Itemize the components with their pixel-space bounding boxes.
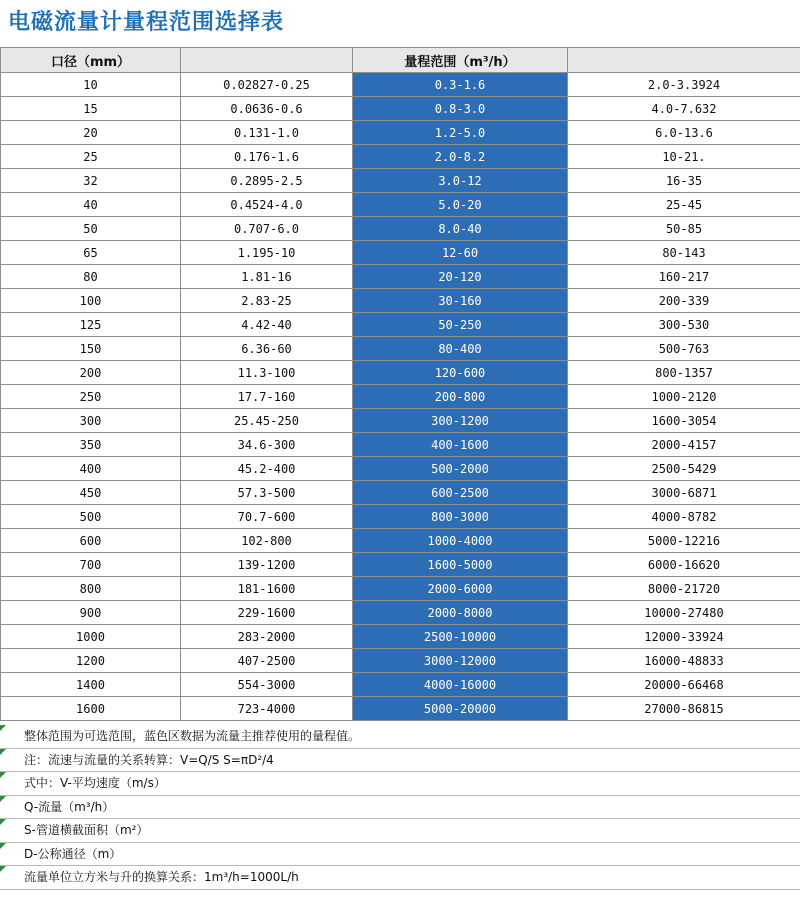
diameter-cell: 800 — [1, 577, 181, 601]
table-row — [1, 457, 800, 481]
table-row — [1, 697, 800, 721]
full-range-cell: 407-2500 — [181, 649, 353, 673]
full-range-cell: 0.4524-4.0 — [181, 193, 353, 217]
diameter-cell: 32 — [1, 169, 181, 193]
max-range-cell: 160-217 — [568, 265, 800, 289]
note-line — [0, 796, 800, 820]
header-blank-1 — [181, 48, 353, 73]
recommended-range-cell: 12-60 — [353, 241, 568, 265]
recommended-range-cell: 1.2-5.0 — [353, 121, 568, 145]
diameter-cell: 15 — [1, 97, 181, 121]
diameter-cell: 80 — [1, 265, 181, 289]
recommended-range-cell: 1600-5000 — [353, 553, 568, 577]
cell-marker-icon — [0, 772, 6, 778]
table-row — [1, 481, 800, 505]
max-range-cell: 3000-6871 — [568, 481, 800, 505]
table-row — [1, 361, 800, 385]
diameter-cell: 125 — [1, 313, 181, 337]
diameter-cell: 25 — [1, 145, 181, 169]
recommended-range-cell: 600-2500 — [353, 481, 568, 505]
table-row — [1, 265, 800, 289]
diameter-cell: 20 — [1, 121, 181, 145]
header-blank-2 — [568, 48, 800, 73]
diameter-cell: 1600 — [1, 697, 181, 721]
table-row — [1, 121, 800, 145]
table-row — [1, 385, 800, 409]
max-range-cell: 1600-3054 — [568, 409, 800, 433]
max-range-cell: 500-763 — [568, 337, 800, 361]
title-bar — [0, 0, 800, 43]
full-range-cell: 1.81-16 — [181, 265, 353, 289]
full-range-cell: 0.0636-0.6 — [181, 97, 353, 121]
cell-marker-icon — [0, 796, 6, 802]
max-range-cell: 8000-21720 — [568, 577, 800, 601]
diameter-cell: 200 — [1, 361, 181, 385]
notes-section — [0, 725, 800, 890]
full-range-cell: 554-3000 — [181, 673, 353, 697]
max-range-cell: 6000-16620 — [568, 553, 800, 577]
cell-marker-icon — [0, 749, 6, 755]
max-range-cell: 1000-2120 — [568, 385, 800, 409]
diameter-cell: 50 — [1, 217, 181, 241]
table-row — [1, 313, 800, 337]
full-range-cell: 11.3-100 — [181, 361, 353, 385]
recommended-range-cell: 300-1200 — [353, 409, 568, 433]
note-text: 整体范围为可选范围，蓝色区数据为流量主推荐使用的量程值。 — [24, 729, 361, 743]
table-row — [1, 241, 800, 265]
table-row — [1, 529, 800, 553]
recommended-range-cell: 0.3-1.6 — [353, 73, 568, 97]
note-text: Q-流量（m³/h） — [24, 799, 115, 814]
header-diameter: 口径（mm） — [1, 48, 181, 73]
max-range-cell: 6.0-13.6 — [568, 121, 800, 145]
diameter-cell: 100 — [1, 289, 181, 313]
note-line — [0, 819, 800, 843]
note-line — [0, 772, 800, 796]
diameter-cell: 10 — [1, 73, 181, 97]
max-range-cell: 10-21. — [568, 145, 800, 169]
max-range-cell: 16000-48833 — [568, 649, 800, 673]
table-row — [1, 409, 800, 433]
max-range-cell: 10000-27480 — [568, 601, 800, 625]
diameter-cell: 250 — [1, 385, 181, 409]
table-row — [1, 169, 800, 193]
full-range-cell: 2.83-25 — [181, 289, 353, 313]
note-text: 注：流速与流量的关系转算：V=Q/S S=πD²/4 — [24, 752, 274, 767]
full-range-cell: 0.176-1.6 — [181, 145, 353, 169]
full-range-cell: 45.2-400 — [181, 457, 353, 481]
recommended-range-cell: 400-1600 — [353, 433, 568, 457]
max-range-cell: 2500-5429 — [568, 457, 800, 481]
table-row — [1, 193, 800, 217]
recommended-range-cell: 0.8-3.0 — [353, 97, 568, 121]
recommended-range-cell: 2000-6000 — [353, 577, 568, 601]
recommended-range-cell: 80-400 — [353, 337, 568, 361]
full-range-cell: 57.3-500 — [181, 481, 353, 505]
max-range-cell: 4.0-7.632 — [568, 97, 800, 121]
max-range-cell: 27000-86815 — [568, 697, 800, 721]
table-header-row — [1, 48, 800, 73]
diameter-cell: 500 — [1, 505, 181, 529]
table-row — [1, 145, 800, 169]
max-range-cell: 4000-8782 — [568, 505, 800, 529]
recommended-range-cell: 500-2000 — [353, 457, 568, 481]
full-range-cell: 139-1200 — [181, 553, 353, 577]
note-line — [0, 843, 800, 867]
diameter-cell: 350 — [1, 433, 181, 457]
full-range-cell: 17.7-160 — [181, 385, 353, 409]
note-line — [0, 866, 800, 890]
recommended-range-cell: 8.0-40 — [353, 217, 568, 241]
max-range-cell: 800-1357 — [568, 361, 800, 385]
note-line — [0, 725, 800, 749]
diameter-cell: 600 — [1, 529, 181, 553]
recommended-range-cell: 2500-10000 — [353, 625, 568, 649]
cell-marker-icon — [0, 819, 6, 825]
table-row — [1, 433, 800, 457]
full-range-cell: 229-1600 — [181, 601, 353, 625]
max-range-cell: 5000-12216 — [568, 529, 800, 553]
cell-marker-icon — [0, 725, 6, 731]
table-row — [1, 577, 800, 601]
full-range-cell: 102-800 — [181, 529, 353, 553]
table-row — [1, 217, 800, 241]
recommended-range-cell: 30-160 — [353, 289, 568, 313]
full-range-cell: 0.02827-0.25 — [181, 73, 353, 97]
max-range-cell: 50-85 — [568, 217, 800, 241]
full-range-cell: 723-4000 — [181, 697, 353, 721]
full-range-cell: 25.45-250 — [181, 409, 353, 433]
note-text: D-公称通径（m） — [24, 846, 122, 861]
max-range-cell: 200-339 — [568, 289, 800, 313]
max-range-cell: 300-530 — [568, 313, 800, 337]
recommended-range-cell: 50-250 — [353, 313, 568, 337]
range-table — [0, 47, 800, 721]
note-text: 流量单位立方米与升的换算关系：1m³/h=1000L/h — [24, 870, 299, 884]
diameter-cell: 700 — [1, 553, 181, 577]
recommended-range-cell: 5.0-20 — [353, 193, 568, 217]
diameter-cell: 40 — [1, 193, 181, 217]
full-range-cell: 1.195-10 — [181, 241, 353, 265]
header-range: 量程范围（m³/h） — [353, 48, 568, 73]
full-range-cell: 4.42-40 — [181, 313, 353, 337]
note-line — [0, 749, 800, 773]
recommended-range-cell: 5000-20000 — [353, 697, 568, 721]
max-range-cell: 20000-66468 — [568, 673, 800, 697]
full-range-cell: 6.36-60 — [181, 337, 353, 361]
max-range-cell: 2.0-3.3924 — [568, 73, 800, 97]
table-row — [1, 337, 800, 361]
full-range-cell: 0.131-1.0 — [181, 121, 353, 145]
table-row — [1, 601, 800, 625]
max-range-cell: 80-143 — [568, 241, 800, 265]
recommended-range-cell: 2.0-8.2 — [353, 145, 568, 169]
diameter-cell: 900 — [1, 601, 181, 625]
recommended-range-cell: 2000-8000 — [353, 601, 568, 625]
diameter-cell: 1400 — [1, 673, 181, 697]
cell-marker-icon — [0, 843, 6, 849]
table-row — [1, 505, 800, 529]
max-range-cell: 2000-4157 — [568, 433, 800, 457]
max-range-cell: 16-35 — [568, 169, 800, 193]
full-range-cell: 0.707-6.0 — [181, 217, 353, 241]
table-row — [1, 649, 800, 673]
full-range-cell: 34.6-300 — [181, 433, 353, 457]
max-range-cell: 12000-33924 — [568, 625, 800, 649]
full-range-cell: 0.2895-2.5 — [181, 169, 353, 193]
recommended-range-cell: 3.0-12 — [353, 169, 568, 193]
recommended-range-cell: 1000-4000 — [353, 529, 568, 553]
max-range-cell: 25-45 — [568, 193, 800, 217]
diameter-cell: 300 — [1, 409, 181, 433]
diameter-cell: 400 — [1, 457, 181, 481]
cell-marker-icon — [0, 866, 6, 872]
note-text: 式中：V-平均速度（m/s） — [24, 776, 166, 790]
table-row — [1, 97, 800, 121]
table-row — [1, 673, 800, 697]
note-text: S-管道横截面积（m²） — [24, 823, 149, 837]
diameter-cell: 450 — [1, 481, 181, 505]
recommended-range-cell: 200-800 — [353, 385, 568, 409]
table-row — [1, 625, 800, 649]
table-row — [1, 553, 800, 577]
table-row — [1, 289, 800, 313]
diameter-cell: 1200 — [1, 649, 181, 673]
recommended-range-cell: 800-3000 — [353, 505, 568, 529]
full-range-cell: 70.7-600 — [181, 505, 353, 529]
recommended-range-cell: 120-600 — [353, 361, 568, 385]
diameter-cell: 65 — [1, 241, 181, 265]
table-row — [1, 73, 800, 97]
page-title: 电磁流量计量程范围选择表 — [8, 10, 285, 35]
recommended-range-cell: 20-120 — [353, 265, 568, 289]
diameter-cell: 1000 — [1, 625, 181, 649]
table-body — [1, 73, 800, 721]
full-range-cell: 181-1600 — [181, 577, 353, 601]
diameter-cell: 150 — [1, 337, 181, 361]
recommended-range-cell: 4000-16000 — [353, 673, 568, 697]
recommended-range-cell: 3000-12000 — [353, 649, 568, 673]
full-range-cell: 283-2000 — [181, 625, 353, 649]
